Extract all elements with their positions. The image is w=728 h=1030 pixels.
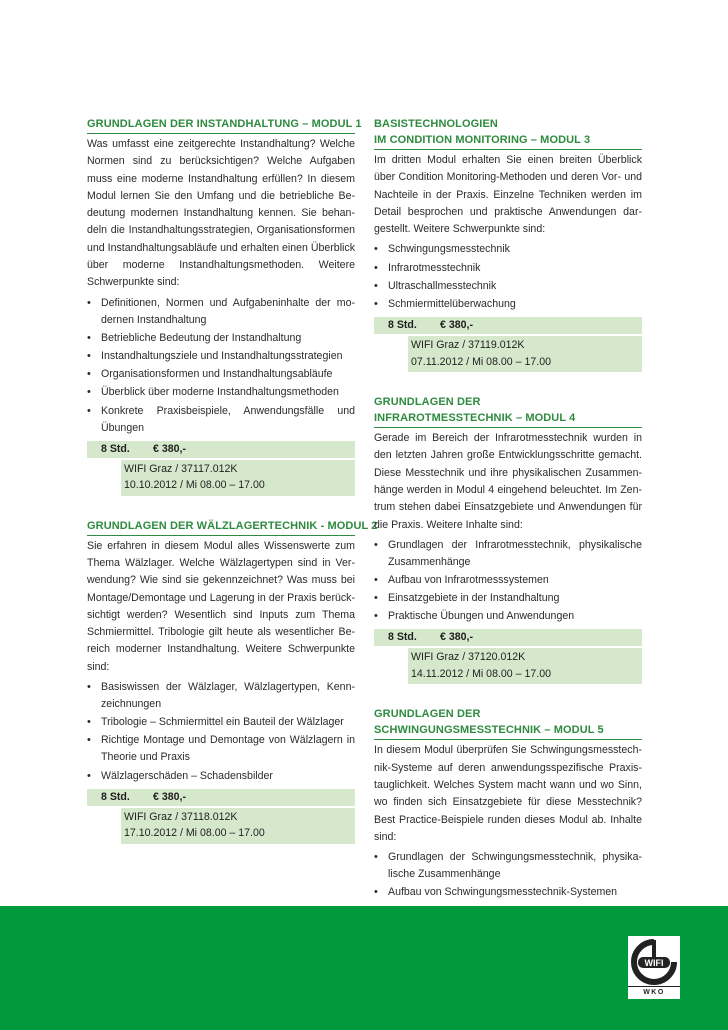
topic-item: • Organisationsformen und Instandhaltungsabläufe: [87, 366, 355, 383]
module-heading-line: GRUNDLAGEN DER: [374, 396, 481, 409]
course-date: 17.10.2012 / Mi 08.00 – 17.00: [124, 827, 265, 840]
course-price: € 380,-: [153, 790, 186, 803]
topic-item: • Einsatzgebiete in der Instandhaltung: [374, 590, 642, 607]
course-duration: 8 Std.: [101, 442, 130, 455]
course-module: [87, 518, 378, 844]
topic-item: • Schwingungsmesstechnik: [374, 241, 642, 258]
course-module: [374, 394, 642, 684]
footer-band: [0, 906, 728, 1030]
topic-item: • Ultraschallmesstechnik: [374, 278, 642, 295]
module-topics: [374, 537, 642, 626]
right-column: [374, 116, 642, 997]
course-venue: WIFI Graz / 37118.012K: [124, 810, 238, 823]
course-venue-box: [408, 648, 642, 684]
module-heading-line: GRUNDLAGEN DER WÄLZLAGERTECHNIK - MODUL 2: [87, 519, 378, 532]
topic-item: • Definitionen, Normen und Aufgabeninhalte der modernen Instandhaltung: [87, 295, 355, 329]
course-price: € 380,-: [153, 442, 186, 455]
module-heading-line: INFRAROTMESSTECHNIK – MODUL 4: [374, 412, 576, 425]
course-module: [374, 116, 642, 372]
topic-item: • Überblick über moderne Instandhaltungsmethoden: [87, 384, 355, 401]
module-topics: [374, 241, 642, 313]
module-heading: [87, 116, 362, 134]
price-row: [374, 317, 642, 334]
module-topics: [87, 679, 355, 785]
course-date: 10.10.2012 / Mi 08.00 – 17.00: [124, 479, 265, 492]
module-spacer: [87, 496, 355, 518]
course-date: 14.11.2012 / Mi 08.00 – 17.00: [411, 667, 551, 680]
topic-item: • Wälzlagerschäden – Schadensbilder: [87, 768, 355, 785]
price-row: [374, 629, 642, 646]
price-row: [87, 789, 355, 806]
module-spacer: [374, 684, 642, 706]
logo-wordmark: WIFI: [644, 958, 664, 968]
module-heading: [374, 394, 642, 428]
topic-item: • Richtige Montage und Demontage von Wälzlagern in Theorie und Praxis: [87, 732, 355, 766]
course-duration: 8 Std.: [101, 790, 130, 803]
course-venue: WIFI Graz / 37120.012K: [411, 651, 526, 664]
module-description: In diesem Modul überprüfen Sie Schwingungsmesstechnik-Systeme auf deren anwendungsspezifische Praxistauglichkeit. Welches System macht wann und wo Sinn, wo finden sich Einsatzgebiete für diese Messtechnik? Best Practice-Beispiele runden dieses Modul ab. Inhalte sind:: [374, 744, 642, 843]
module-description: Im dritten Modul erhalten Sie einen breiten Überblick über Condition Monitoring-Methoden und deren Vor- und Nachteile in der Praxis. Einzelne Techniken werden im Detail besprochen und praktische Anwendungen dargestellt. Weitere Schwerpunkte sind:: [374, 154, 642, 236]
course-duration: 8 Std.: [388, 631, 417, 644]
course-price: € 380,-: [440, 319, 473, 332]
course-venue: WIFI Graz / 37119.012K: [411, 339, 525, 352]
module-heading-line: BASISTECHNOLOGIEN: [374, 118, 498, 130]
left-column: [87, 116, 378, 844]
course-venue-box: [121, 460, 355, 496]
module-heading: [87, 518, 378, 536]
topic-item: • Basiswissen der Wälzlager, Wälzlagertypen, Kennzeichnungen: [87, 679, 355, 713]
module-heading: [374, 116, 642, 150]
module-heading-line: SCHWINGUNGSMESSTECHNIK – MODUL 5: [374, 724, 604, 737]
course-price: € 380,-: [440, 631, 473, 644]
module-heading-line: GRUNDLAGEN DER INSTANDHALTUNG – MODUL 1: [87, 118, 362, 130]
logo-subtext: WKO: [628, 986, 680, 999]
topic-item: • Grundlagen der Schwingungsmesstechnik, physikalische Zusammenhänge: [374, 849, 642, 883]
topic-item: • Aufbau von Infrarotmesssystemen: [374, 572, 642, 589]
topic-item: • Instandhaltungsziele und Instandhaltungsstrategien: [87, 348, 355, 365]
module-description: Sie erfahren in diesem Modul alles Wissenswerte zum Thema Wälzlager. Welche Wälzlagertypen sind in Verwendung? Wie sind sie gekennzeichnet? Was muss bei Montage/Demontage und Lagerung in der Praxis berücksichtigt werden? Wesentlich sind Inputs zum Thema Schmiermittel. Tribologie gilt heute als wesentlicher Bereich moderner Instandhaltung. Weitere Schwerpunkte sind:: [87, 539, 355, 673]
wifi-logo-icon: [628, 936, 680, 986]
course-venue: WIFI Graz / 37117.012K: [124, 462, 238, 475]
topic-item: • Betriebliche Bedeutung der Instandhaltung: [87, 330, 355, 347]
module-heading: [374, 706, 642, 740]
module-heading-line: GRUNDLAGEN DER: [374, 708, 481, 721]
topic-item: • Grundlagen der Infrarotmesstechnik, physikalische Zusammenhänge: [374, 537, 642, 571]
course-date: 07.11.2012 / Mi 08.00 – 17.00: [411, 355, 551, 368]
module-topics: [87, 295, 355, 437]
course-venue-box: [408, 336, 642, 372]
module-description: Gerade im Bereich der Infrarotmesstechnik wurden in den letzten Jahren große Entwicklungsschritte gemacht. Diese Messtechnik und ihre physikalischen Zusammenhänge werden in Modul 4 eingehend beleuchtet. Im Zentrum stehen dabei Einsatzgebiete und Anwendungen für die Praxis. Weitere Inhalte sind:: [374, 432, 642, 531]
topic-item: • Aufbau von Schwingungsmesstechnik-Systemen: [374, 884, 642, 901]
topic-item: • Konkrete Praxisbeispiele, Anwendungsfälle und Übungen: [87, 403, 355, 437]
topic-item: • Tribologie – Schmiermittel ein Bauteil der Wälzlager: [87, 714, 355, 731]
price-row: [87, 441, 355, 458]
topic-item: • Praktische Übungen und Anwendungen: [374, 608, 642, 625]
course-venue-box: [121, 808, 355, 844]
module-description: Was umfasst eine zeitgerechte Instandhaltung? Welche Normen sind zu berücksichtigen? Welche Aufgaben muss eine moderne Instandhaltung erfüllen? In diesem Modul lernen Sie den Umfang und die betriebliche Bedeutung modernen Instandhaltung kennen. Sie behandeln die Instandhaltungsstrategien, Organisationsformen und Instandhaltungsabläufe und erhalten einen Überblick über moderne Instandhaltungsmethoden. Weitere Schwerpunkte sind:: [87, 138, 355, 289]
topic-item: • Infrarotmesstechnik: [374, 260, 642, 277]
topic-item: • Schmiermittelüberwachung: [374, 296, 642, 313]
course-module: [87, 116, 362, 496]
module-heading-line: IM CONDITION MONITORING – MODUL 3: [374, 134, 591, 146]
module-spacer: [374, 372, 642, 394]
course-duration: 8 Std.: [388, 319, 417, 332]
wifi-logo: [628, 936, 680, 998]
